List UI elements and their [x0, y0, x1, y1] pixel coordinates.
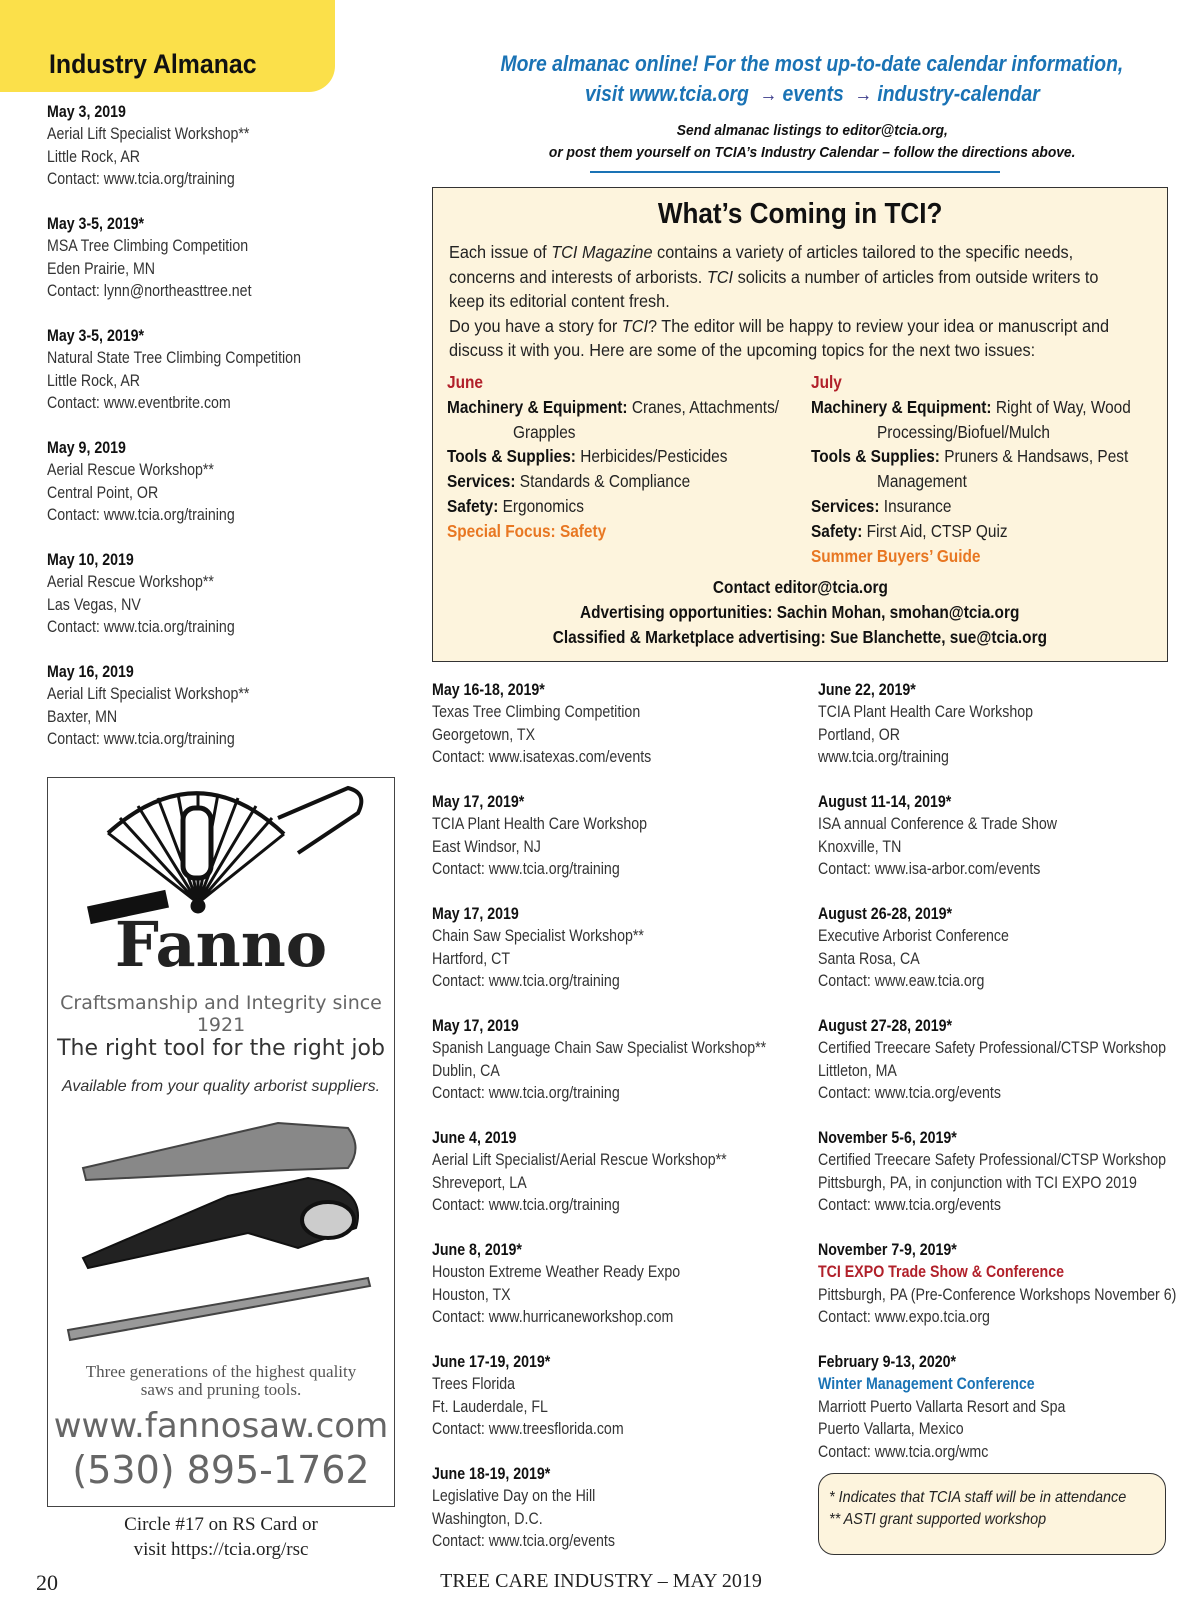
event-place: Little Rock, AR: [47, 147, 141, 166]
contact-classified[interactable]: Classified & Marketplace advertising: Sue Blanchette, sue@tcia.org: [552, 627, 1048, 647]
event-name: MSA Tree Climbing Competition: [47, 237, 249, 256]
event-place: Las Vegas, NV: [47, 595, 141, 614]
event-listing: [432, 1015, 821, 1105]
whats-coming-box: [432, 187, 1168, 662]
fanno-advertisement[interactable]: [47, 777, 395, 1507]
event-date: May 17, 2019: [432, 1017, 519, 1035]
ad-available: Available from your quality arborist suppliers.: [61, 1078, 381, 1095]
event-place: Ft. Lauderdale, FL: [432, 1397, 548, 1416]
event-place: Hartford, CT: [432, 949, 511, 968]
event-listing: [818, 791, 1096, 881]
event-date: May 3-5, 2019*: [47, 215, 145, 233]
contact-editor[interactable]: Contact editor@tcia.org: [712, 577, 888, 597]
event-place: Portland, OR: [818, 725, 901, 744]
event-listing: [432, 903, 678, 993]
event-name: Aerial Lift Specialist Workshop**: [47, 125, 250, 144]
box-intro: Each issue of TCI Magazine contains a variety of articles tailored to the specific needs, concerns and interests of arborists. TCI solicits a number of articles from outside writers to keep its editorial content fresh. Do you have a story for TCI? The editor will be happy to review your idea or manuscript and discuss it with you. Here are some of the upcoming topics for the next two issues:: [449, 242, 1110, 361]
send-listings: [432, 120, 1192, 164]
event-contact[interactable]: Contact: www.expo.tcia.org: [818, 1308, 990, 1327]
arrow-right-icon: →: [759, 84, 777, 106]
event-contact[interactable]: Contact: www.tcia.org/training: [47, 618, 235, 637]
topics-june: June Machinery & Equipment: Cranes, Attachments/ Grapples Tools & Supplies: Herbicides/Pesticides Services: Standards & Compliance Safety: Ergonomics Special Focus: Safety: [447, 370, 824, 544]
event-date: August 26-28, 2019*: [818, 905, 953, 923]
event-date: June 22, 2019*: [818, 681, 916, 699]
event-listing: [47, 549, 265, 639]
event-place: Littleton, MA: [818, 1061, 897, 1080]
event-listing: [818, 1015, 1200, 1105]
event-listing: [47, 661, 282, 751]
event-contact[interactable]: Contact: www.hurricaneworkshop.com: [432, 1308, 674, 1327]
pruning-saw-icon: [48, 1108, 396, 1348]
online-line1: More almanac online! For the most up-to-date calendar information,: [500, 51, 1124, 76]
event-name: Aerial Lift Specialist Workshop**: [47, 685, 250, 704]
event-listing: [432, 1127, 775, 1217]
box-title: What’s Coming in TCI?: [657, 198, 943, 230]
event-place: Pittsburgh, PA (Pre-Conference Workshops November 6): [818, 1285, 1177, 1304]
event-listing: [818, 1351, 1106, 1463]
event-listing: [47, 437, 265, 527]
event-date: May 17, 2019: [432, 905, 519, 923]
event-date: May 3, 2019: [47, 103, 126, 121]
event-listing: [47, 101, 282, 191]
event-date: June 4, 2019: [432, 1129, 517, 1147]
ad-since: Craftsmanship and Integrity since 1921: [60, 992, 382, 1036]
event-date: June 18-19, 2019*: [432, 1465, 551, 1483]
event-name: Certified Treecare Safety Professional/CTSP Workshop: [818, 1151, 1167, 1170]
footnote-staff: * Indicates that TCIA staff will be in attendance: [829, 1489, 1127, 1506]
send-line2: or post them yourself on TCIA’s Industry Calendar – follow the directions above.: [548, 144, 1076, 161]
event-listing: [432, 791, 682, 881]
event-date: June 17-19, 2019*: [432, 1353, 551, 1371]
special-focus: Summer Buyers’ Guide: [811, 545, 981, 566]
event-listing: [818, 1239, 1200, 1329]
event-date: February 9-13, 2020*: [818, 1353, 957, 1371]
event-place: Shreveport, LA: [432, 1173, 527, 1192]
event-contact[interactable]: Contact: www.tcia.org/training: [432, 972, 620, 991]
event-place: Dublin, CA: [432, 1061, 500, 1080]
event-contact[interactable]: Contact: www.tcia.org/events: [432, 1532, 615, 1551]
event-name: Houston Extreme Weather Ready Expo: [432, 1263, 681, 1282]
online-step-events[interactable]: events: [782, 81, 844, 106]
event-listing: [432, 1463, 645, 1553]
event-place: Eden Prairie, MN: [47, 259, 156, 278]
event-contact[interactable]: Contact: www.tcia.org/events: [818, 1084, 1001, 1103]
event-place: Pittsburgh, PA, in conjunction with TCI EXPO 2019: [818, 1173, 1137, 1192]
event-contact[interactable]: Contact: lynn@northeasttree.net: [47, 282, 252, 301]
event-contact[interactable]: Contact: www.isa-arbor.com/events: [818, 860, 1041, 879]
page-number: 20: [36, 1570, 58, 1595]
event-name: Chain Saw Specialist Workshop**: [432, 927, 644, 946]
event-contact[interactable]: Contact: www.tcia.org/wmc: [818, 1442, 989, 1461]
ad-brand: Fanno: [114, 908, 328, 981]
topics-july: July Machinery & Equipment: Right of Way, Wood Processing/Biofuel/Mulch Tools & Supplies: Pruners & Handsaws, Pest Management Services: Insurance Safety: First Aid, CTSP Quiz Summer Buyers’ Guide: [811, 370, 1174, 568]
event-date: May 10, 2019: [47, 551, 134, 569]
event-name: Winter Management Conference: [818, 1375, 1035, 1394]
event-listing: [432, 1239, 721, 1329]
event-place: Central Point, OR: [47, 483, 159, 502]
event-date: June 8, 2019*: [432, 1241, 522, 1259]
event-listing: [432, 679, 687, 769]
arrow-right-icon: →: [854, 84, 872, 106]
event-contact[interactable]: Contact: www.eventbrite.com: [47, 394, 231, 413]
divider-rule: [590, 171, 1000, 173]
event-name: TCI EXPO Trade Show & Conference: [818, 1263, 1065, 1282]
event-date: May 17, 2019*: [432, 793, 525, 811]
event-date: November 5-6, 2019*: [818, 1129, 957, 1147]
event-contact[interactable]: Contact: www.tcia.org/events: [818, 1196, 1001, 1215]
event-name: Trees Florida: [432, 1375, 516, 1394]
event-date: May 16, 2019: [47, 663, 134, 681]
event-place: East Windsor, NJ: [432, 837, 541, 856]
event-contact[interactable]: Contact: www.tcia.org/training: [47, 730, 235, 749]
online-step-calendar[interactable]: industry-calendar: [876, 81, 1040, 106]
event-contact[interactable]: Contact: www.tcia.org/training: [47, 506, 235, 525]
event-contact[interactable]: Contact: www.tcia.org/training: [432, 1196, 620, 1215]
month-heading: July: [811, 372, 842, 392]
event-place: Baxter, MN: [47, 707, 118, 726]
event-name: Aerial Rescue Workshop**: [47, 573, 214, 592]
rsc-link[interactable]: visit https://tcia.org/rsc: [133, 1539, 309, 1560]
reader-service-note: Circle #17 on RS Card or visit https://tcia.org/rsc: [47, 1512, 395, 1562]
event-name: ISA annual Conference & Trade Show: [818, 815, 1058, 834]
footnote-box: [818, 1473, 1166, 1555]
event-place: Georgetown, TX: [432, 725, 536, 744]
event-date: November 7-9, 2019*: [818, 1241, 957, 1259]
event-place: Houston, TX: [432, 1285, 511, 1304]
event-listing: [818, 903, 1040, 993]
event-listing: [47, 325, 342, 415]
event-name: Executive Arborist Conference: [818, 927, 1009, 946]
ad-generations: Three generations of the highest quality saws and pruning tools.: [85, 1362, 357, 1399]
box-contacts: [433, 575, 1167, 650]
event-contact[interactable]: Contact: www.tcia.org/training: [47, 170, 235, 189]
online-notice: [432, 49, 1192, 110]
event-contact[interactable]: Contact: www.tcia.org/training: [432, 860, 620, 879]
special-focus: Special Focus: Safety: [447, 520, 607, 541]
event-name: Legislative Day on the Hill: [432, 1487, 596, 1506]
event-name: Certified Treecare Safety Professional/CTSP Workshop: [818, 1039, 1167, 1058]
event-name: TCIA Plant Health Care Workshop: [432, 815, 648, 834]
contact-advertising[interactable]: Advertising opportunities: Sachin Mohan, smohan@tcia.org: [580, 602, 1020, 622]
event-place: Knoxville, TN: [818, 837, 902, 856]
event-place: Marriott Puerto Vallarta Resort and Spa: [818, 1397, 1066, 1416]
event-contact[interactable]: www.tcia.org/training: [818, 748, 949, 767]
event-name: Texas Tree Climbing Competition: [432, 703, 641, 722]
event-name: Spanish Language Chain Saw Specialist Workshop**: [432, 1039, 767, 1058]
event-listing: [818, 1127, 1200, 1217]
event-contact[interactable]: Contact: www.treesflorida.com: [432, 1420, 624, 1439]
event-date: May 16-18, 2019*: [432, 681, 545, 699]
event-name: TCIA Plant Health Care Workshop: [818, 703, 1034, 722]
event-place: Little Rock, AR: [47, 371, 141, 390]
month-heading: June: [447, 372, 483, 392]
online-visit-link[interactable]: visit www.tcia.org: [584, 81, 749, 106]
ad-url[interactable]: www.fannosaw.com: [53, 1406, 389, 1446]
footnote-grant: ** ASTI grant supported workshop: [829, 1511, 1047, 1528]
ad-phone: (530) 895-1762: [72, 1448, 370, 1492]
event-contact[interactable]: Contact: www.tcia.org/training: [432, 1084, 620, 1103]
event-place: Santa Rosa, CA: [818, 949, 920, 968]
event-date: August 11-14, 2019*: [818, 793, 952, 811]
event-date: August 27-28, 2019*: [818, 1017, 953, 1035]
event-date: May 3-5, 2019*: [47, 327, 145, 345]
event-listing: [818, 679, 1068, 769]
event-name: Natural State Tree Climbing Competition: [47, 349, 301, 368]
page-footer: TREE CARE INDUSTRY – MAY 2019: [440, 1570, 762, 1592]
event-name: Aerial Rescue Workshop**: [47, 461, 214, 480]
send-line1: Send almanac listings to editor@tcia.org,: [676, 122, 948, 139]
event-listing: [432, 1351, 655, 1441]
event-contact[interactable]: Contact: www.isatexas.com/events: [432, 748, 652, 767]
event-place2: Puerto Vallarta, Mexico: [818, 1420, 964, 1439]
ad-tagline: The right tool for the right job: [57, 1036, 385, 1061]
event-date: May 9, 2019: [47, 439, 126, 457]
section-title: Industry Almanac: [49, 49, 257, 79]
event-place: Washington, D.C.: [432, 1509, 543, 1528]
event-contact[interactable]: Contact: www.eaw.tcia.org: [818, 972, 985, 991]
event-name: Aerial Lift Specialist/Aerial Rescue Workshop**: [432, 1151, 727, 1170]
event-listing: [47, 213, 285, 303]
